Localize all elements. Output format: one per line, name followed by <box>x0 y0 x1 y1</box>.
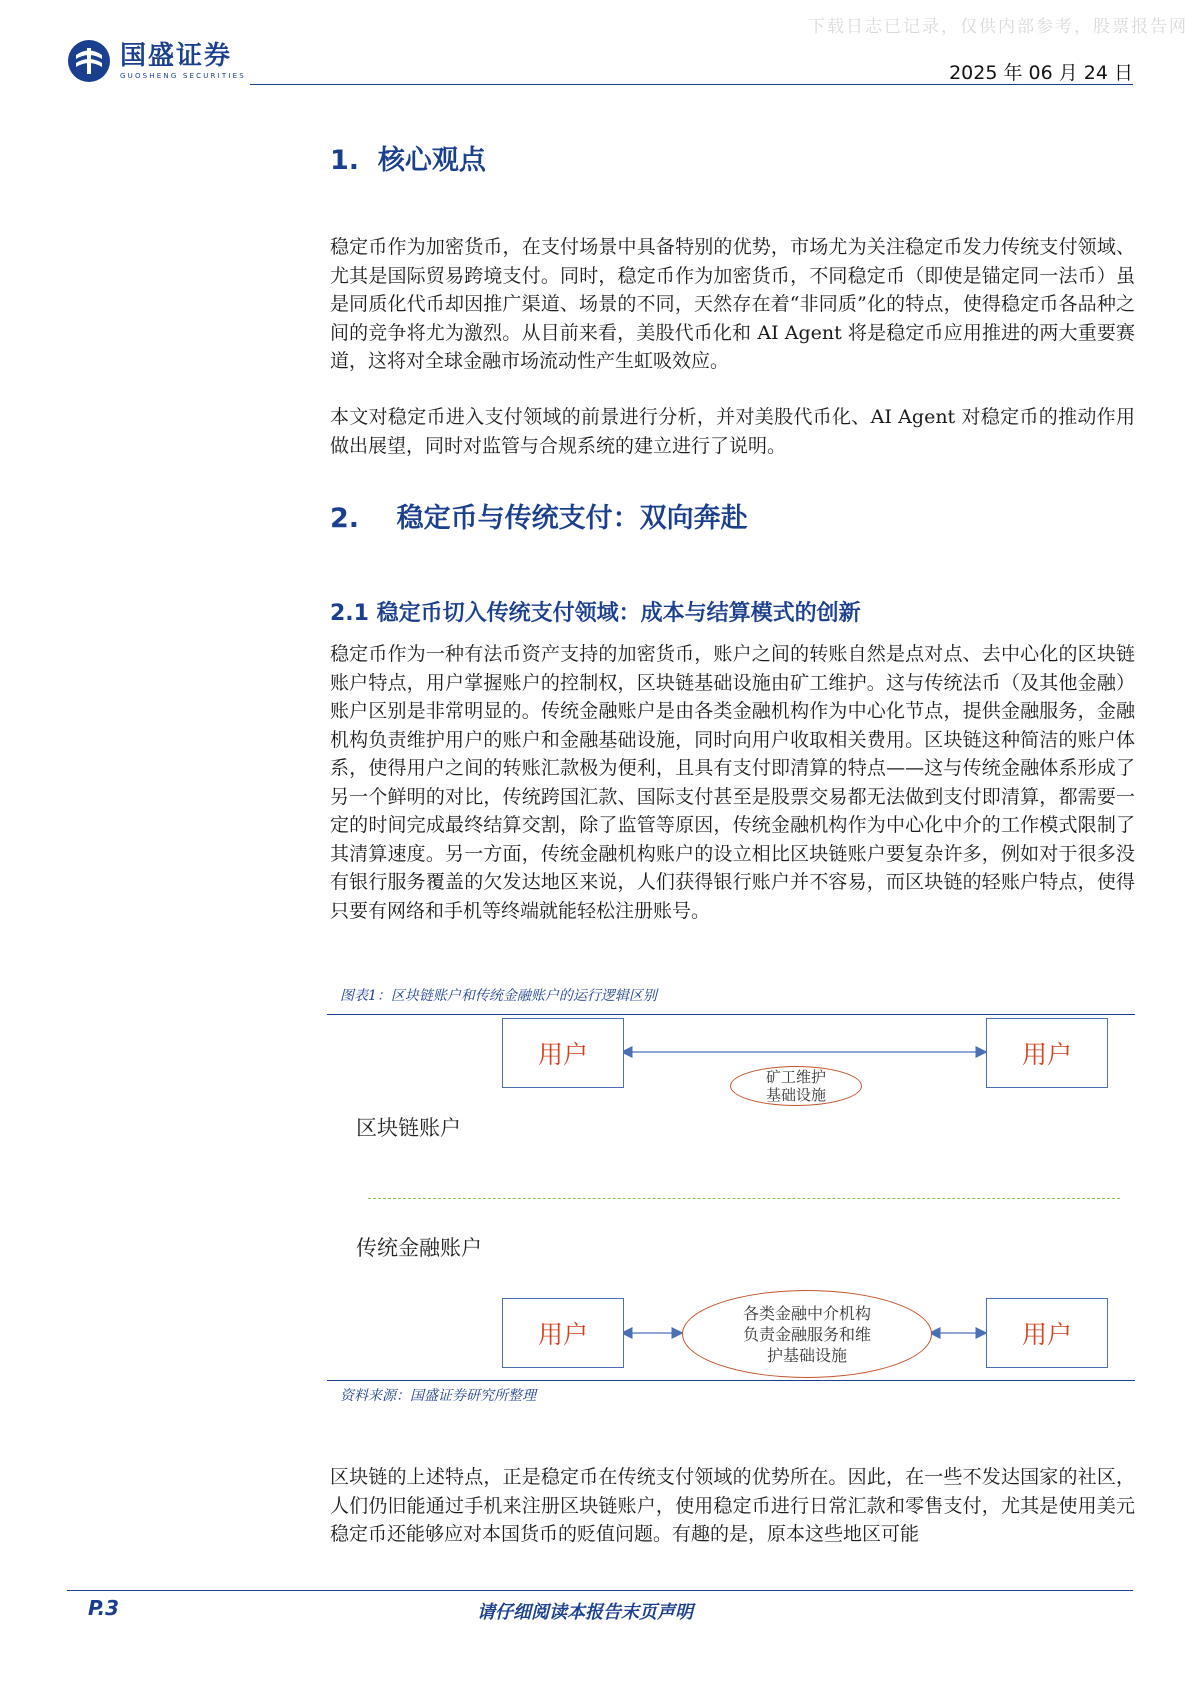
miner-infra-line-2: 基础设施 <box>765 1086 826 1104</box>
disclaimer-note: 请仔细阅读本报告末页声明 <box>477 1602 693 1623</box>
miner-infrastructure-ellipse <box>730 1066 862 1106</box>
page-number: P.3 <box>88 1596 120 1620</box>
footer-divider <box>67 1590 1133 1591</box>
logo-chinese-name: 国盛证券 <box>120 41 233 71</box>
traditional-user-right: 用户 <box>986 1298 1108 1368</box>
diagram-dashed-separator <box>368 1198 1120 1199</box>
section-2-1-heading: 2.1 稳定币切入传统支付领域：成本与结算模式的创新 <box>330 601 861 626</box>
section-2-1-paragraph-1: 稳定币作为一种有法币资产支持的加密货币，账户之间的转账自然是点对点、去中心化的区块链账户特点，用户掌握账户的控制权，区块链基础设施由矿工维护。这与传统法币（及其他金融）账户区别是非常明显的。传统金融账户是由各类金融机构作为中心化节点，提供金融服务，金融机构负责维护用户的账户和金融基础设施，同时向用户收取相关费用。区块链这种简洁的账户体系，使得用户之间的转账汇款极为便利，且具有支付即清算的特点——这与传统金融体系形成了另一个鲜明的对比，传统跨国汇款、国际支付甚至是股票交易都无法做到支付即清算，都需要一定的时间完成最终结算交割，除了监管等原因，传统金融机构作为中心化中介的工作模式限制了其清算速度。另一方面，传统金融机构账户的设立相比区块链账户要复杂许多，例如对于很多没有银行服务覆盖的欠发达地区来说，人们获得银行账户并不容易，而区块链的轻账户特点，使得只要有网络和手机等终端就能轻松注册账号。 <box>330 643 1135 922</box>
blockchain-user-right: 用户 <box>986 1018 1108 1088</box>
section-1-paragraph-2: 本文对稳定币进入支付领域的前景进行分析，并对美股代币化、AI Agent 对稳定币的推动作用做出展望，同时对监管与合规系统的建立进行了说明。 <box>330 406 1135 457</box>
figure-title: 图表1：区块链账户和传统金融账户的运行逻辑区别 <box>340 988 657 1004</box>
blockchain-user-left: 用户 <box>502 1018 624 1088</box>
figure-source: 资料来源：国盛证券研究所整理 <box>340 1388 536 1404</box>
miner-infra-line-1: 矿工维护 <box>765 1068 826 1086</box>
section-1-heading: 1. 核心观点 <box>330 145 486 176</box>
logo-english-name: GUOSHENG SECURITIES <box>120 72 246 80</box>
section-2-1-paragraph-2: 区块链的上述特点，正是稳定币在传统支付领域的优势所在。因此，在一些不发达国家的社区，人们仍旧能通过手机来注册区块链账户，使用稳定币进行日常汇款和零售支付，尤其是使用美元稳定币还能够应对本国货币的贬值问题。有趣的是，原本这些地区可能 <box>330 1466 1135 1545</box>
blockchain-account-label: 区块链账户 <box>356 1116 461 1140</box>
intermediary-line-3: 护基础设施 <box>766 1345 847 1365</box>
figure-bottom-rule <box>327 1380 1135 1381</box>
report-date: 2025 年 06 月 24 日 <box>949 62 1133 84</box>
intermediary-line-1: 各类金融中介机构 <box>742 1303 871 1323</box>
section-2-heading: 2. 稳定币与传统支付：双向奔赴 <box>330 503 748 534</box>
intermediary-line-2: 负责金融服务和维 <box>742 1324 871 1344</box>
traditional-account-label: 传统金融账户 <box>356 1236 482 1260</box>
section-1-paragraph-1: 稳定币作为加密货币，在支付场景中具备特别的优势，市场尤为关注稳定币发力传统支付领域、尤其是国际贸易跨境支付。同时，稳定币作为加密货币，不同稳定币（即使是锚定同一法币）虽是同质化代币却因推广渠道、场景的不同，天然存在着“非同质”化的特点，使得稳定币各品种之间的竞争将尤为激烈。从目前来看，美股代币化和 AI Agent 将是稳定币应用推进的两大重要赛道，这将对全球金融市场流动性产生虹吸效应。 <box>330 236 1135 372</box>
watermark-text: 下载日志已记录，仅供内部参考，股票报告网 <box>808 17 1188 37</box>
traditional-user-left: 用户 <box>502 1298 624 1368</box>
financial-intermediary-ellipse <box>682 1290 932 1378</box>
